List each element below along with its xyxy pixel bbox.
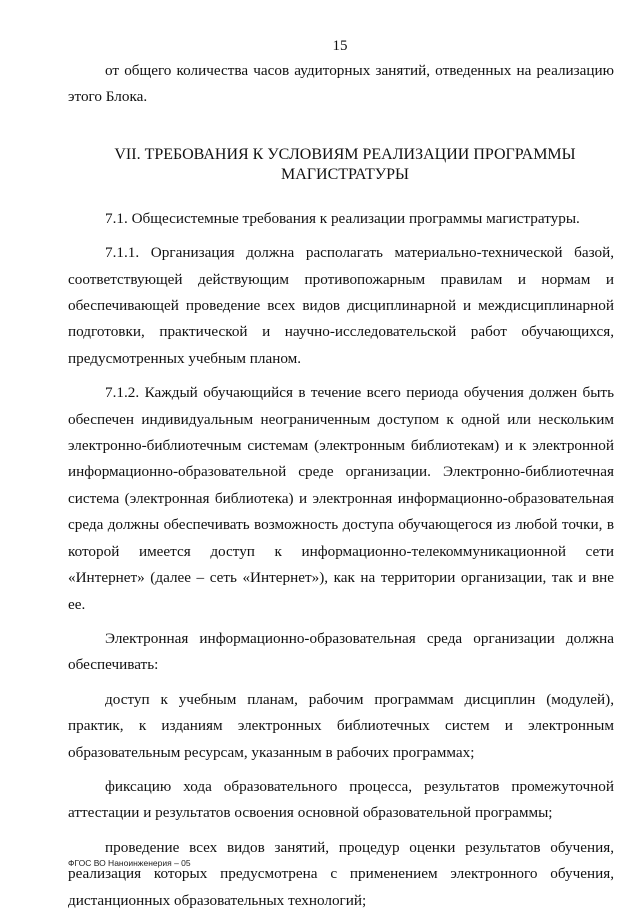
- list-item-fixation: фиксацию хода образовательного процесса, результатов промежуточной аттестации и результатов освоения основной образовательной программы;: [68, 777, 614, 822]
- list-item-access: доступ к учебным планам, рабочим программам дисциплин (модулей), практик, к изданиям электронных библиотечных систем и электронным образовательным ресурсам, указанным в рабочих программах;: [68, 690, 614, 761]
- paragraph-7-1: 7.1. Общесистемные требования к реализации программы магистратуры.: [105, 209, 580, 227]
- spacer: [68, 618, 614, 626]
- spacer: [68, 827, 614, 835]
- page-number: 15: [332, 38, 348, 54]
- section-heading-line-1: VII. ТРЕБОВАНИЯ К УСЛОВИЯМ РЕАЛИЗАЦИИ ПРОГРАММЫ: [114, 145, 576, 163]
- spacer: [68, 679, 614, 687]
- paragraph-7-1-2: 7.1.2. Каждый обучающийся в течение всего периода обучения должен быть обеспечен индивидуальным неограниченным доступом к одной или нескольким электронно-библиотечным системам (электронным библиотекам) и к электронной информационно-образовательной среде организации. Электронно-библиотечная система (электронная библиотека) и электронная информационно-образовательная среда должны обеспечивать возможность доступа обучающегося из любой точки, в которой имеется доступ к информационно-телекоммуникационной сети «Интернет» (далее – сеть «Интернет»), как на территории организации, так и вне ее.: [68, 384, 614, 613]
- page-footer: ФГОС ВО Наноинженерия – 05: [68, 858, 191, 868]
- spacer: [68, 232, 614, 240]
- spacer: [68, 372, 614, 380]
- document-body: [68, 58, 614, 914]
- continuation-paragraph: от общего количества часов аудиторных занятий, отведенных на реализацию этого Блока.: [68, 62, 614, 106]
- paragraph-7-1-1: 7.1.1. Организация должна располагать материально-технической базой, соответствующей действующим противопожарным правилам и нормам и обеспечивающей проведение всех видов дисциплинарной и междисциплинарной подготовки, практической и научно-исследовательской работ обучающихся, предусмотренных учебным планом.: [68, 244, 614, 367]
- spacer: [68, 766, 614, 774]
- section-heading: [76, 145, 614, 185]
- section-heading-line-2: МАГИСТРАТУРЫ: [281, 165, 409, 183]
- paragraph-environment: Электронная информационно-образовательная среда организации должна обеспечивать:: [68, 629, 614, 674]
- list-item-conduct: проведение всех видов занятий, процедур оценки результатов обучения, реализация которых предусмотрена с применением электронного обучения, дистанционных образовательных технологий;: [68, 838, 614, 909]
